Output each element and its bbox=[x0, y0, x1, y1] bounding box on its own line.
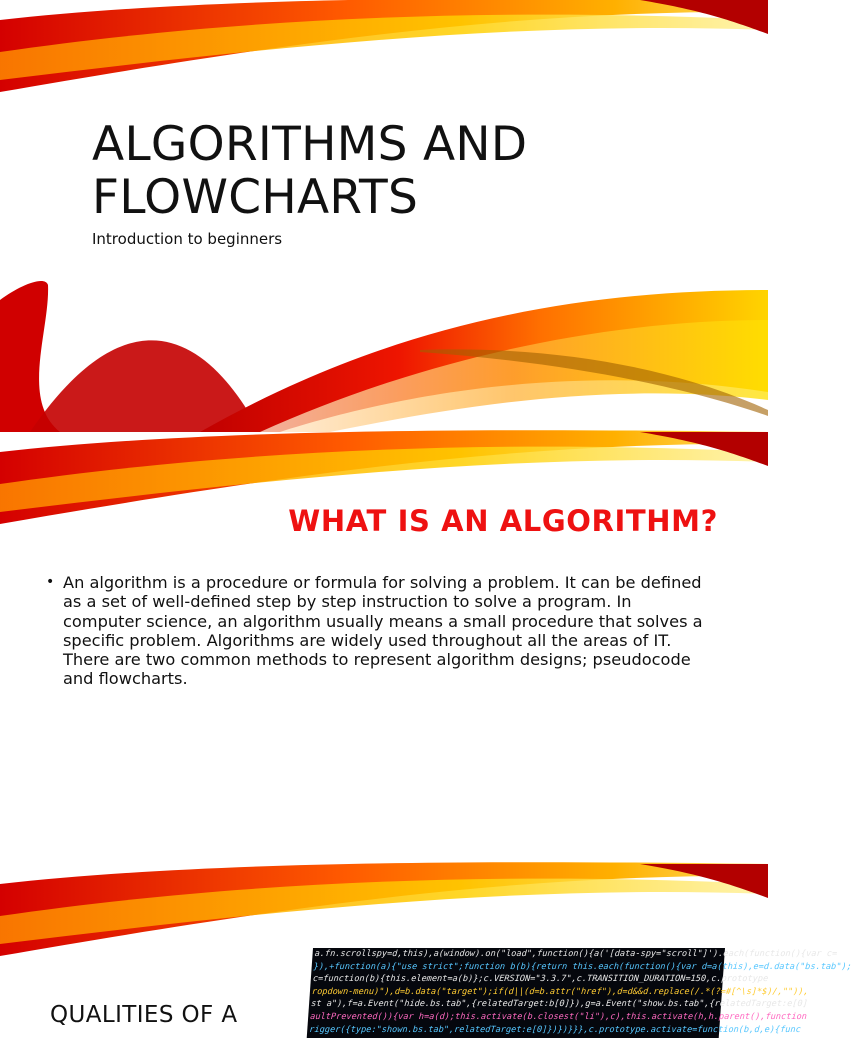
bullet-item bbox=[46, 573, 706, 689]
code-line: c=function(b){this.element=a(b)};c.VERSION="3.3.7",c.TRANSITION_DURATION=150,c.prototype bbox=[312, 974, 769, 985]
slide-subtitle: Introduction to beginners bbox=[92, 230, 283, 248]
code-line: rigger({type:"shown.bs.tab",relatedTarget:e[0]})})}}},c.prototype.activate=function(b,d,e){func bbox=[308, 1024, 802, 1035]
title-slide bbox=[0, 0, 768, 432]
bullet-list bbox=[46, 573, 706, 689]
bullet-text: An algorithm is a procedure or formula for solving a problem. It can be defined as a set of well-defined step by step instruction to solve a program. In computer science, an algorithm usually means a small procedure that solves a specific problem. Algorithms are widely used throughout all the areas of IT. There are two common methods to represent algorithm designs; pseudocode and flowcharts. bbox=[63, 573, 703, 689]
code-screenshot-image bbox=[307, 948, 853, 1038]
code-line: st a"),f=a.Event("hide.bs.tab",{relatedTarget:b[0]}),g=a.Event("show.bs.tab",{relatedTarget:e[0] bbox=[310, 999, 809, 1010]
bullet-marker: • bbox=[46, 574, 55, 590]
code-line: }),+function(a){"use strict";function b(b){return this.each(function(){var d=a(this),e=d.data("bs.tab"); bbox=[313, 961, 853, 972]
slide-heading: WHAT IS AN ALGORITHM? bbox=[288, 504, 718, 538]
slide-heading: QUALITIES OF A bbox=[50, 1002, 238, 1028]
qualities-slide bbox=[0, 864, 853, 1035]
algorithm-definition-slide bbox=[0, 432, 768, 864]
code-line: aultPrevented()){var h=a(d);this.activate(b.closest("li"),c),this.activate(h,h.parent(),function bbox=[309, 1011, 808, 1022]
slide-title: ALGORITHMS AND FLOWCHARTS bbox=[92, 117, 528, 225]
code-line: a.fn.scrollspy=d,this),a(window).on("load",function(){a('[data-spy="scroll"]').each(function(){var c= bbox=[314, 949, 838, 959]
code-line: ropdown-menu)"),d=b.data("target");if(d||(d=b.attr("href"),d=d&&d.replace(/.*(?=#[^\s]*$)/,"")), bbox=[311, 986, 809, 997]
